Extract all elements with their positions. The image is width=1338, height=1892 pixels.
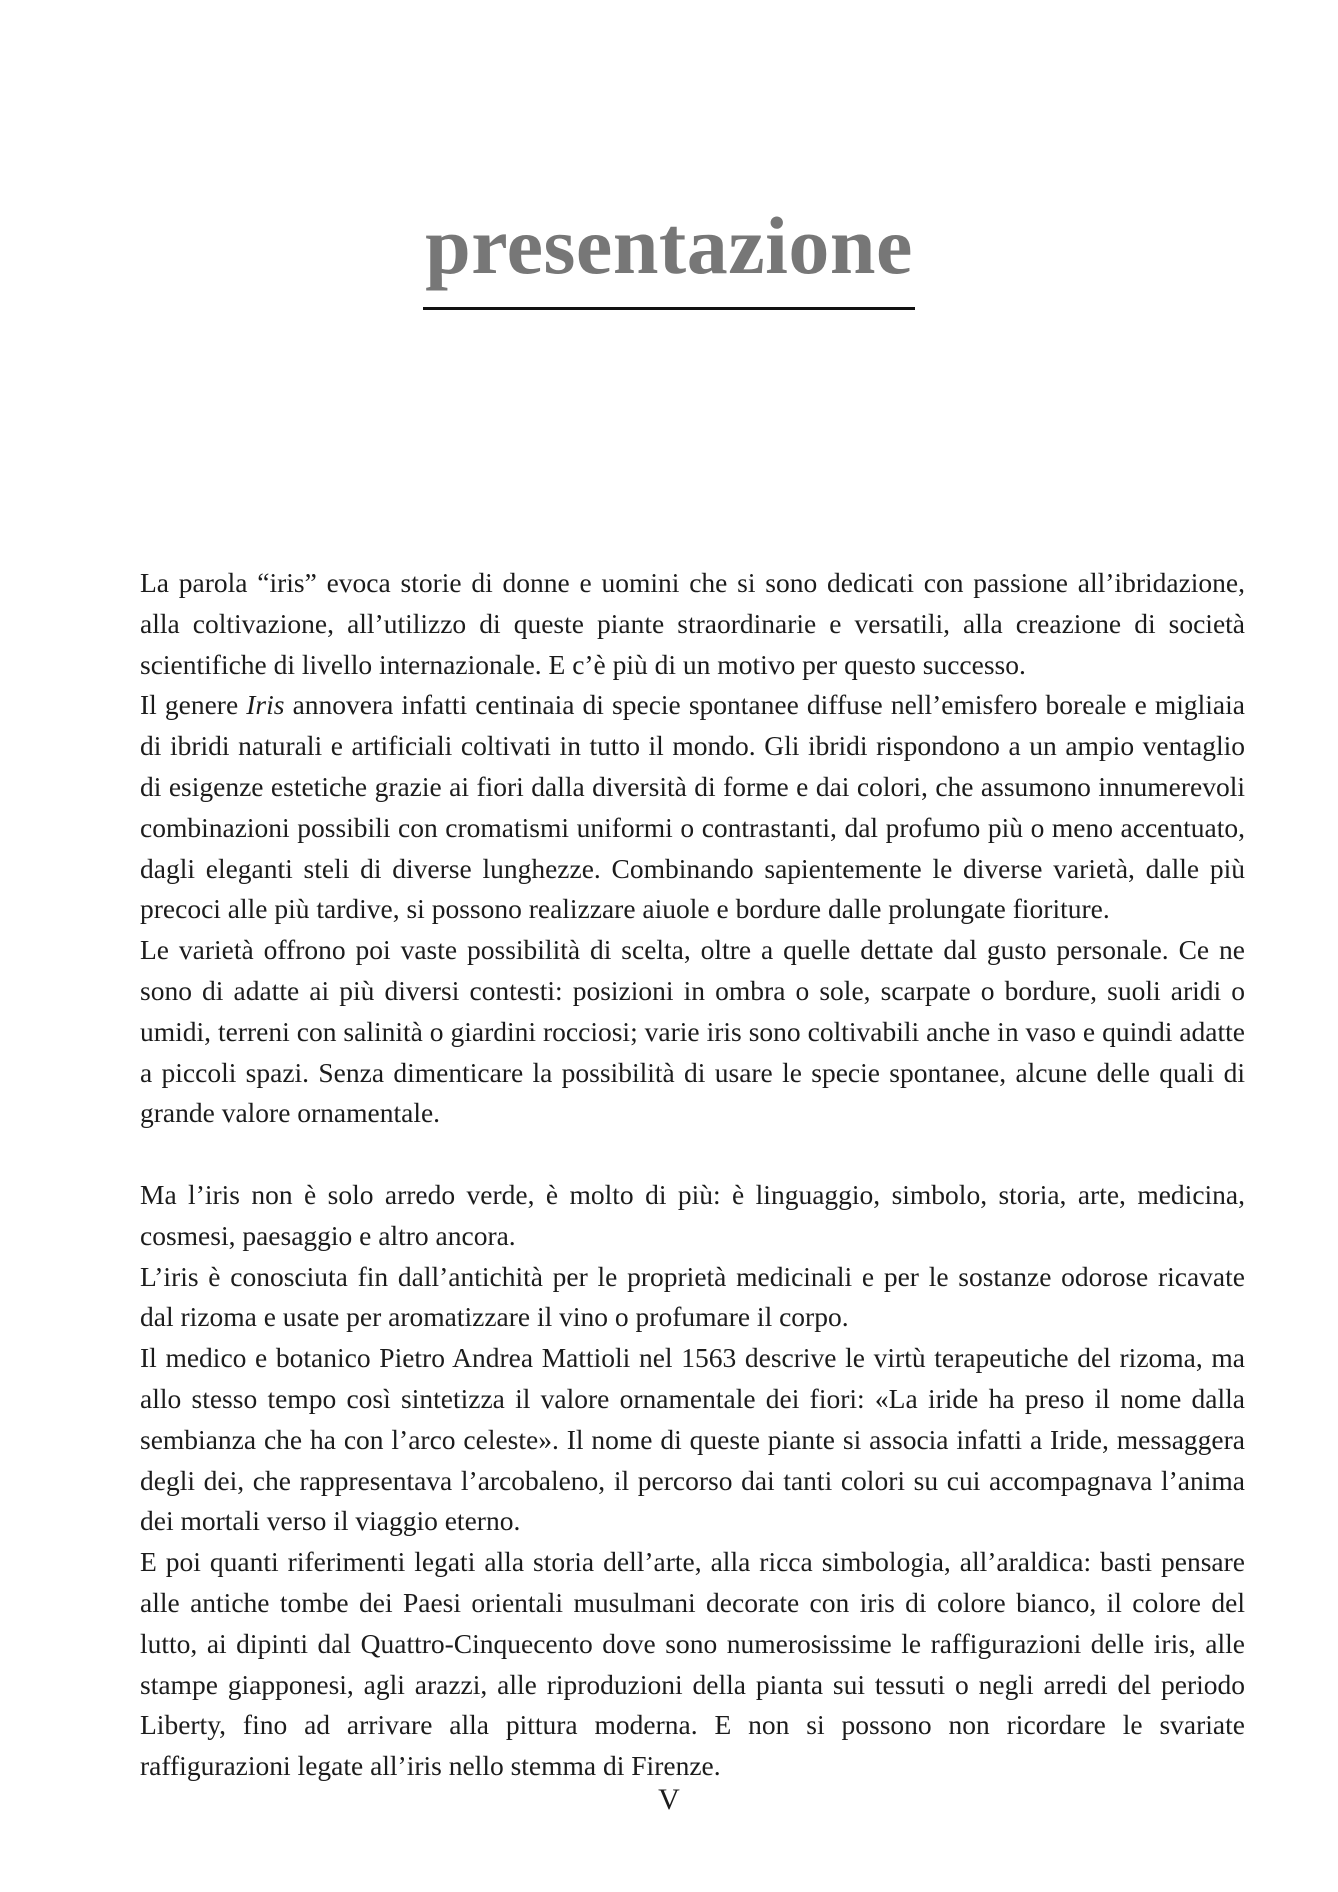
body-text xyxy=(140,563,1245,1787)
paragraph-1: La parola “iris” evoca storie di donne e uomini che si sono dedicati con passione all’ibridazione, alla coltivazione, all’utilizzo di queste piante straordinarie e versatili, alla creazione di società scientifiche di livello internazionale. E c’è più di un motivo per questo successo. xyxy=(140,567,1245,680)
paragraph-7: E poi quanti riferimenti legati alla storia dell’arte, alla ricca simbologia, all’araldica: basti pensare alle antiche tombe dei Paesi orientali musulmani decorate con iris di colore bianco, il colore del lutto, ai dipinti dal Quattro-Cinquecento dove sono numerosissime le raffigurazioni delle iris, alle stampe giapponesi, agli arazzi, alle riproduzioni della pianta sui tessuti o negli arredi del periodo Liberty, fino ad arrivare alla pittura moderna. E non si possono non ricordare le svariate raffigurazioni legate all’iris nello stemma di Firenze. xyxy=(140,1546,1245,1782)
paragraph-2 xyxy=(140,685,1245,930)
paragraph-2-rest: annovera infatti centinaia di specie spontanee diffuse nell’emisfero boreale e migliaia di ibridi naturali e artificiali coltivati in tutto il mondo. Gli ibridi rispondono a un ampio ventaglio di esigenze estetiche grazie ai fiori dalla diversità di forme e dai colori, che assumono innumerevoli combinazioni possibili con cromatismi uniformi o contrastanti, dal profumo più o meno accentuato, dagli eleganti steli di diverse lunghezze. Combinando sapientemente le diverse varietà, dalle più precoci alle più tardive, si possono realizzare aiuole e bordure dalle prolungate fioriture. xyxy=(140,689,1245,925)
paragraph-6: Il medico e botanico Pietro Andrea Mattioli nel 1563 descrive le virtù terapeutiche del rizoma, ma allo stesso tempo così sintetizza il valore ornamentale dei fiori: «La iride ha preso il nome dalla sembianza che ha con l’arco celeste». Il nome di queste piante si associa infatti a Iride, messaggera degli dei, che rappresentava l’arcobaleno, il percorso dai tanti colori su cui accompagnava l’anima dei mortali verso il viaggio eterno. xyxy=(140,1342,1245,1537)
paragraph-gap xyxy=(140,1134,1245,1175)
paragraph-4: Ma l’iris non è solo arredo verde, è molto di più: è linguaggio, simbolo, storia, arte, medicina, cosmesi, paesaggio e altro ancora. xyxy=(140,1178,1245,1251)
paragraph-5: L’iris è conosciuta fin dall’antichità per le proprietà medicinali e per le sostanze odorose ricavate dal rizoma e usate per aromatizzare il vino o profumare il corpo. xyxy=(140,1260,1245,1333)
genus-name-italic: Iris xyxy=(246,689,285,721)
paragraph-3: Le varietà offrono poi vaste possibilità di scelta, oltre a quelle dettate dal gusto personale. Ce ne sono di adatte ai più diversi contesti: posizioni in ombra o sole, scarpate o bordure, suoli aridi o umidi, terreni con salinità o giardini rocciosi; varie iris sono coltivabili anche in vaso e quindi adatte a piccoli spazi. Senza dimenticare la possibilità di usare le specie spontanee, alcune delle quali di grande valore ornamentale. xyxy=(140,934,1245,1129)
paragraph-2-start: Il genere xyxy=(140,689,247,721)
page-title: presentazione xyxy=(423,205,915,310)
title-block xyxy=(0,200,1338,310)
page-number: V xyxy=(658,1783,680,1816)
